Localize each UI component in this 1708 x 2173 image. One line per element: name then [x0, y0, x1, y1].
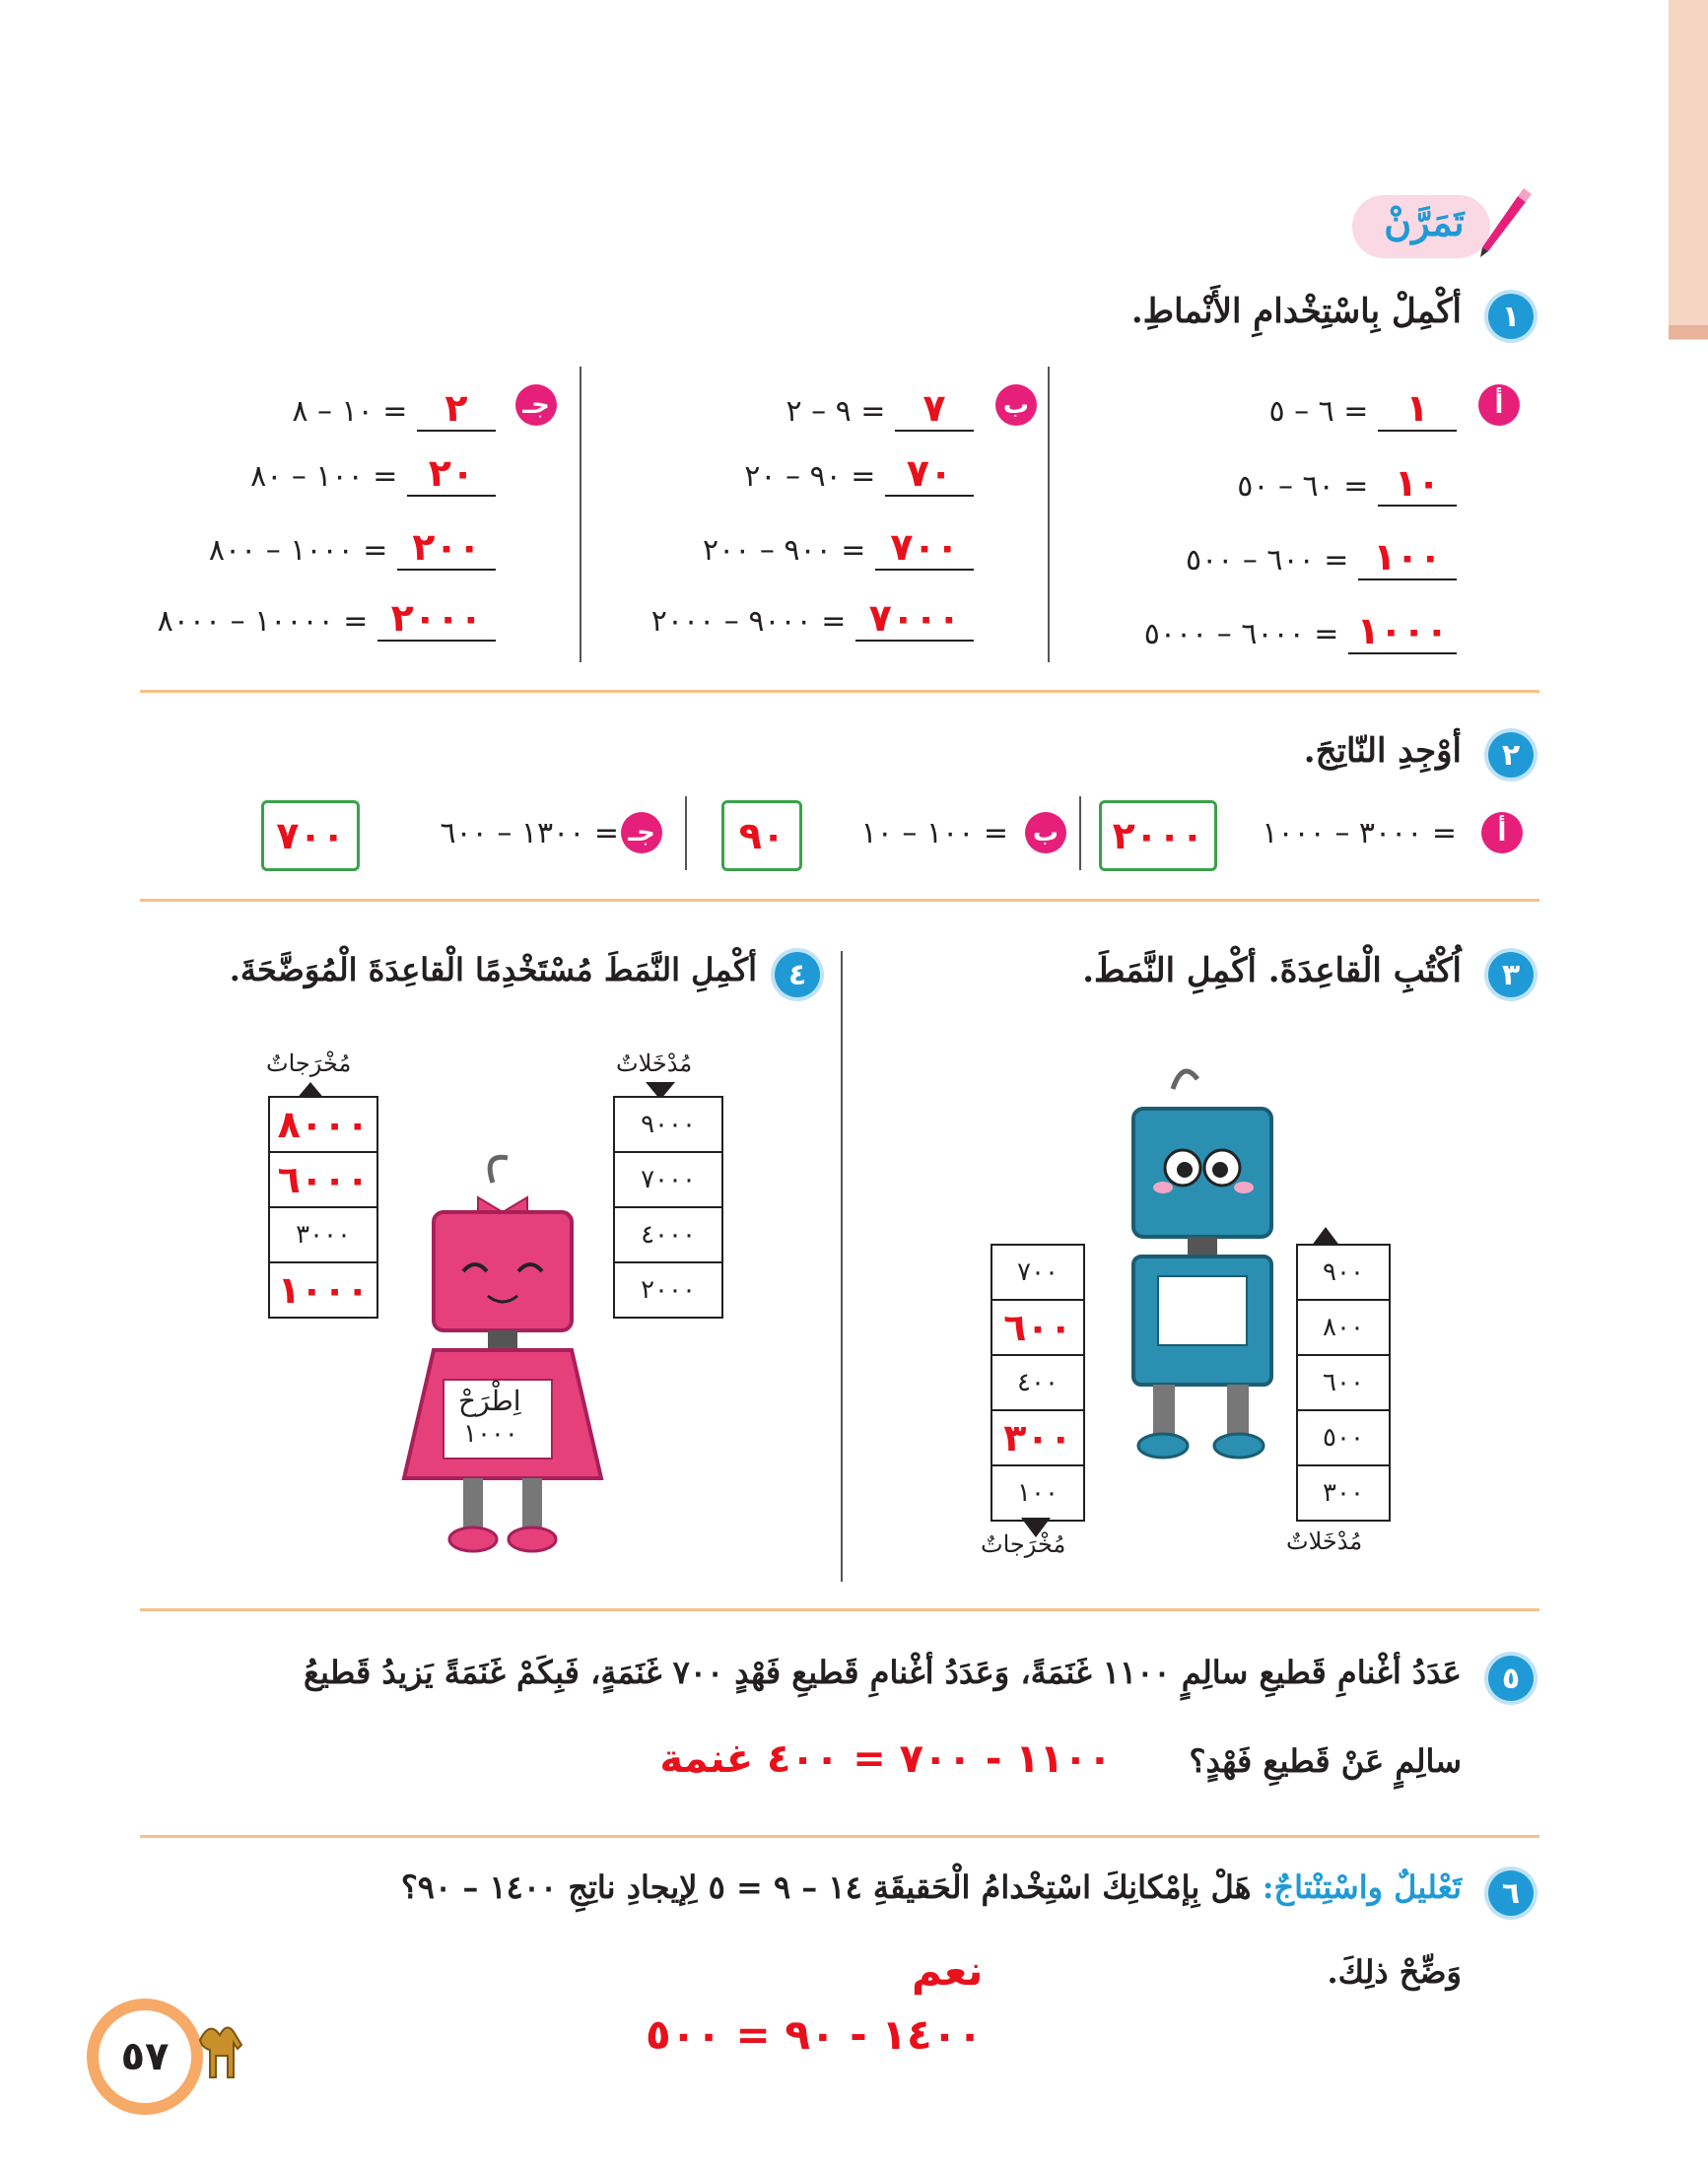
q4-input-cell: ٧٠٠٠: [615, 1153, 721, 1208]
q1-a-row3: [1186, 535, 1457, 580]
expression: ١٠٠ – ٨٠ =: [250, 459, 398, 494]
q2-b-expression: ١٠٠ – ١٠ =: [860, 816, 1008, 850]
divider-4: [140, 1835, 1539, 1838]
q4-rule-word: اِطْرَحْ: [458, 1385, 521, 1417]
question-5-answer: ١١٠٠ - ٧٠٠ = ٤٠٠ غنمة: [659, 1736, 1112, 1782]
q3-output-answer: ٣٠٠: [992, 1411, 1083, 1466]
question-1-number: ١: [1488, 294, 1534, 339]
question-2-title: أوْجِدِ النّاتِجَ.: [1303, 731, 1462, 771]
answer: ٢٠٠: [397, 525, 496, 571]
q1-divider-2: [580, 367, 581, 662]
expression: ٦٠ – ٥٠ =: [1237, 469, 1369, 504]
answer: ١: [1378, 386, 1457, 432]
expression: ٩٠ – ٢٠ =: [744, 459, 876, 494]
expression: ١٠ – ٨ =: [292, 394, 408, 429]
page-number-circle: [87, 1999, 203, 2115]
expression: ٦٠٠ – ٥٠٠ =: [1186, 543, 1349, 577]
q4-input-cell: ٤٠٠٠: [615, 1208, 721, 1263]
q2-divider-2: [685, 796, 687, 870]
question-6-label: تَعْليلٌ واسْتِنْتاجٌ:: [1262, 1868, 1462, 1906]
question-6-number: ٦: [1488, 1870, 1534, 1916]
q1-b-row1: [786, 386, 974, 432]
q1-c-row3: [209, 525, 496, 571]
expression: ٩ – ٢ =: [786, 394, 886, 429]
q1-b-row2: [744, 451, 974, 497]
q4-output-answer: ١٠٠٠: [277, 1268, 370, 1312]
question-1-title: أكْمِلْ بِاسْتِخْدامِ الأَنْماطِ.: [1130, 292, 1462, 331]
question-3-number: ٣: [1488, 952, 1534, 997]
answer: ٢: [417, 386, 496, 432]
answer: ١٠: [1378, 461, 1457, 507]
q4-output-answer: ٦٠٠٠: [270, 1153, 376, 1208]
q1-a-row4: [1144, 609, 1457, 654]
question-6-answer-equation: ١٤٠٠ - ٩٠ = ٥٠٠: [646, 2010, 983, 2059]
question-3-title: اُكْتُبِ الْقاعِدَةَ. أكْمِلِ النَّمَطَ.: [1082, 951, 1462, 990]
answer: ٢٠: [407, 451, 496, 497]
q3-input-cell: ٣٠٠: [1323, 1478, 1364, 1508]
q1-b-row4: [651, 596, 974, 642]
q1-badge-a: أ: [1478, 384, 1520, 426]
q3-inputs-column: [1296, 1244, 1391, 1522]
question-4-title: أكْمِلِ النَّمَطَ مُسْتَخْدِمًا الْقاعِدَةَ الْمُوَضَّحَةَ.: [229, 951, 757, 988]
q3-input-cell: ٥٠٠: [1298, 1411, 1389, 1466]
q2-badge-a: أ: [1481, 812, 1523, 853]
question-4-number: ٤: [775, 952, 820, 997]
question-6-text: [401, 1868, 1462, 1906]
q4-input-cell: ٩٠٠٠: [615, 1098, 721, 1153]
question-5-line1: عَدَدُ أغْنامِ قَطيعِ سالِمٍ ١١٠٠ غَنَمَةً، وَعَدَدُ أغْنامِ قَطيعِ فَهْدٍ ٧٠٠ غَنَمَةٍ، فَبِكَمْ غَنَمَةً يَزيدُ قَطيعُ: [304, 1654, 1462, 1691]
q3-output-answer: ٦٠٠: [992, 1301, 1083, 1356]
question-6-line1: هَلْ بِإمْكانِكَ اسْتِخْدامُ الْحَقيقَةِ ١٤ – ٩ = ٥ لِإيجادِ ناتِجِ ١٤٠٠ – ٩٠؟: [400, 1868, 1252, 1906]
q1-badge-b: ب: [995, 384, 1037, 426]
divider-2: [140, 899, 1539, 902]
q3-input-cell: ٦٠٠: [1298, 1356, 1389, 1411]
side-tab: [1669, 0, 1708, 340]
q3-output-cell: ١٠٠: [1017, 1478, 1059, 1508]
divider-3: [140, 1608, 1539, 1611]
q4-rule-value: ١٠٠٠: [463, 1419, 518, 1449]
divider-1: [140, 690, 1539, 693]
q3-q4-divider: [841, 951, 843, 1582]
q2-divider-1: [1079, 796, 1081, 870]
q3-output-cell: ٤٠٠: [992, 1356, 1083, 1411]
expression: ١٠٠٠ – ٨٠٠ =: [208, 533, 388, 568]
q4-outputs-label: مُخْرَجاتٌ: [266, 1050, 352, 1077]
answer: ٢٠٠٠: [377, 596, 496, 642]
answer: ١٠٠٠: [1348, 609, 1457, 654]
q4-input-cell: ٢٠٠٠: [641, 1275, 696, 1305]
question-5-number: ٥: [1488, 1656, 1534, 1701]
expression: ٦ – ٥ =: [1268, 394, 1369, 429]
question-2-number: ٢: [1488, 732, 1534, 778]
expression: ٩٠٠ – ٢٠٠ =: [703, 533, 866, 568]
question-5-line2: سالِمٍ عَنْ قَطيعِ فَهْدٍ؟: [1189, 1742, 1462, 1780]
q3-inputs-label: مُدْخَلاتٌ: [1286, 1528, 1363, 1555]
q1-b-row3: [703, 525, 974, 571]
q1-a-row2: [1237, 461, 1457, 507]
q2-a-answer-box: ٢٠٠٠: [1099, 800, 1217, 871]
q4-output-cell: ٣٠٠٠: [270, 1208, 376, 1263]
page-number: ٥٧: [120, 2034, 170, 2079]
q2-c-expression: ١٣٠٠ – ٦٠٠ =: [440, 816, 619, 850]
q3-input-cell: ٩٠٠: [1298, 1246, 1389, 1301]
q1-badge-c: جـ: [515, 384, 557, 426]
question-6-answer-yes: نعم: [912, 1946, 984, 1995]
q1-divider-1: [1048, 367, 1050, 662]
expression: ١٠٠٠٠ – ٨٠٠٠ =: [157, 604, 369, 639]
pink-robot-illustration: [325, 1143, 641, 1557]
q3-outputs-label: مُخْرَجاتٌ: [981, 1530, 1066, 1558]
q2-b-answer-box: ٩٠: [721, 800, 802, 871]
q4-output-answer: ٨٠٠٠: [270, 1098, 376, 1153]
pencil-icon: [1469, 182, 1537, 261]
answer: ٧٠٠: [875, 525, 974, 571]
expression: ٩٠٠٠ – ٢٠٠٠ =: [650, 604, 847, 639]
question-6-line2: وَضِّحْ ذلِكَ.: [1327, 1953, 1462, 1991]
q3-output-cell: ٧٠٠: [992, 1246, 1083, 1301]
q3-outputs-column: [991, 1244, 1085, 1522]
q1-c-row2: [250, 451, 496, 497]
answer: ٧٠٠٠: [855, 596, 974, 642]
expression: ٦٠٠٠ – ٥٠٠٠ =: [1143, 617, 1339, 651]
q2-a-expression: ٣٠٠٠ – ١٠٠٠ =: [1262, 816, 1457, 850]
answer: ٧: [895, 386, 974, 432]
q2-badge-c: جـ: [621, 812, 662, 853]
q3-input-cell: ٨٠٠: [1298, 1301, 1389, 1356]
answer: ١٠٠: [1358, 535, 1457, 580]
answer: ٧٠: [885, 451, 974, 497]
practice-label: تَمَرَّنْ: [1384, 200, 1465, 244]
q1-c-row4: [158, 596, 496, 642]
q2-c-answer-box: ٧٠٠: [261, 800, 360, 871]
q4-inputs-label: مُدْخَلاتٌ: [616, 1050, 693, 1077]
q1-c-row1: [292, 386, 496, 432]
q2-badge-b: ب: [1025, 812, 1066, 853]
q1-a-row1: [1268, 386, 1457, 432]
side-tab-edge: [1669, 325, 1708, 339]
camel-icon: [192, 2010, 247, 2089]
